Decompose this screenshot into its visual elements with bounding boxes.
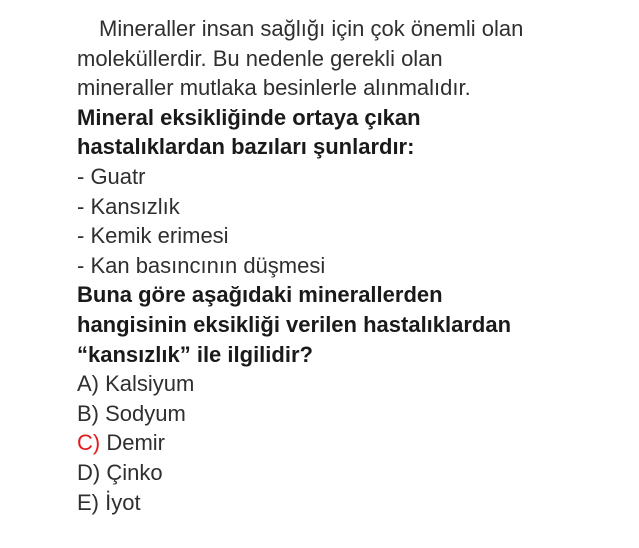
heading-line: Mineral eksikliğinde ortaya çıkan xyxy=(77,104,421,130)
option-letter-correct: C) xyxy=(77,430,101,456)
option-letter: E) xyxy=(77,489,99,515)
question-line: Buna göre aşağıdaki minerallerden xyxy=(77,282,443,308)
question-line: hangisinin eksikliği verilen hastalıklardan xyxy=(77,311,512,337)
intro-line: moleküllerdir. Bu nedenle gerekli olan xyxy=(77,45,443,71)
disease-item-kansizlik: - Kansızlık xyxy=(77,193,180,219)
intro-line: mineraller mutlaka besinlerle alınmalıdır. xyxy=(77,75,471,101)
disease-item-kemik-erimesi: - Kemik erimesi xyxy=(77,223,229,249)
heading-line: hastalıklardan bazıları şunlardır: xyxy=(77,134,415,160)
option-letter: A) xyxy=(77,371,99,397)
option-letter: B) xyxy=(77,400,99,426)
disease-item-kan-basinci: - Kan basıncının düşmesi xyxy=(77,252,326,278)
option-d xyxy=(77,458,629,488)
question-line: “kansızlık” ile ilgilidir? xyxy=(77,341,313,367)
option-e xyxy=(77,488,629,518)
option-letter: D) xyxy=(77,459,101,485)
question-document xyxy=(77,14,629,517)
option-text: Kalsiyum xyxy=(99,371,195,397)
option-text: Çinko xyxy=(100,459,163,485)
option-c-correct xyxy=(77,428,629,458)
option-text: Demir xyxy=(100,430,165,456)
intro-line: Mineraller insan sağlığı için çok önemli olan xyxy=(99,16,524,41)
option-a xyxy=(77,369,629,399)
option-text: İyot xyxy=(99,489,141,515)
option-b xyxy=(77,399,629,429)
disease-item-guatr: - Guatr xyxy=(77,163,146,189)
option-text: Sodyum xyxy=(99,400,186,426)
